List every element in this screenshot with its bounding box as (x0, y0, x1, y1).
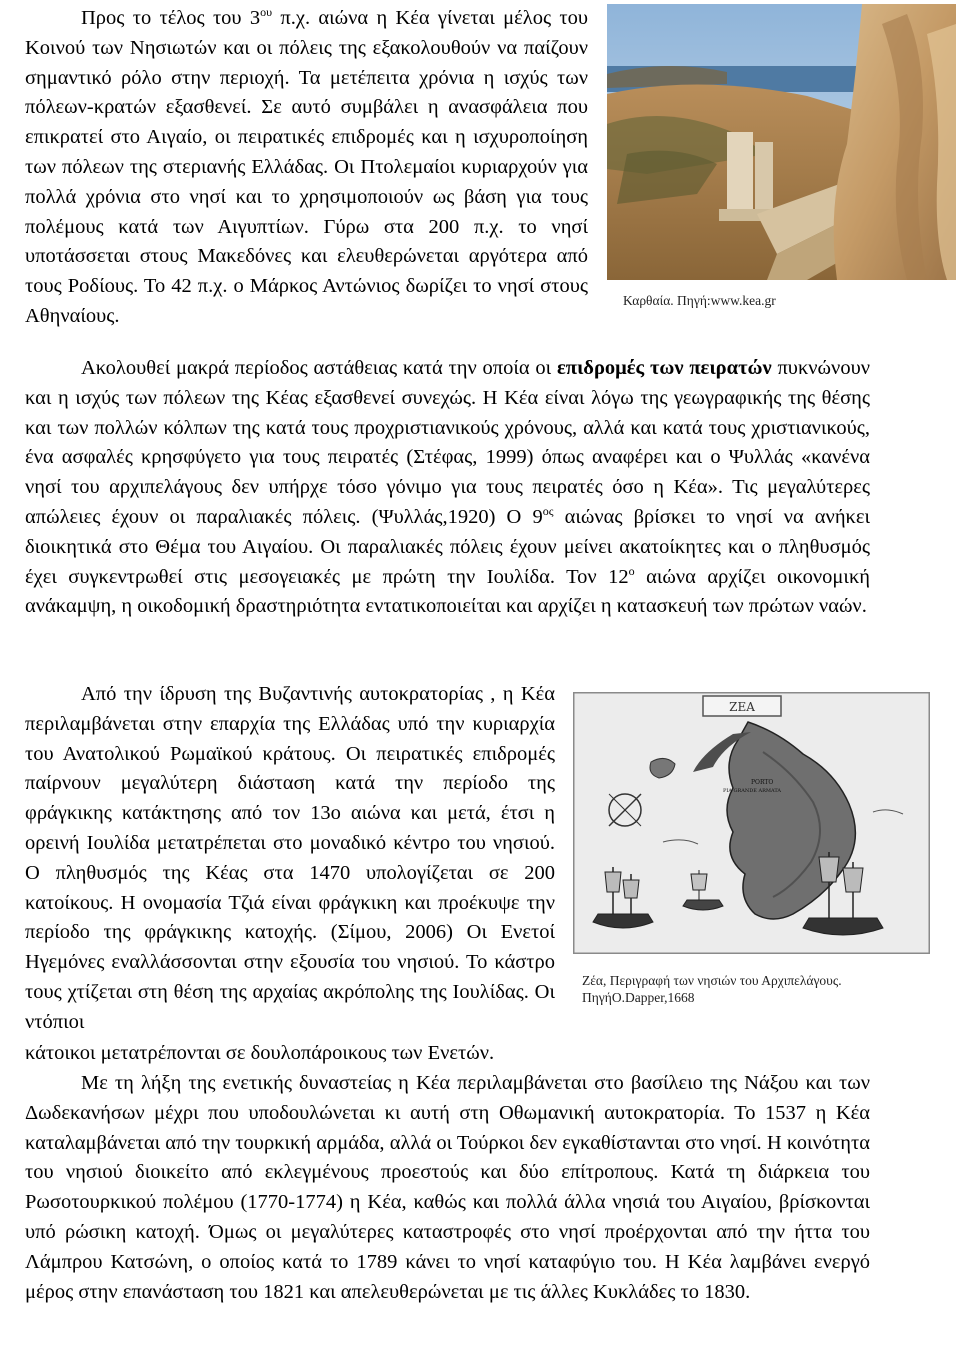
karthaia-photo (607, 4, 956, 280)
paragraph-ancient-period: Προς το τέλος του $3^{o\upsilon}$ π.χ. αιώνα η Κέα γίνεται μέλος του Κοινού των Νησιωτών και οι πόλεις της εξακολουθούν να παίζουν σημαντικό ρόλο στην περιοχή. Τα μετέπειτα χρόνια η ισχύς των πόλεων-κρατών εξασθενεί. Σε αυτό συμβάλει η ανασφάλεια που επικρατεί στο Αιγαίο, οι πειρατικές επιδρομές και η ισχυροποίηση των πόλεων της στεριανής Ελλάδας. Οι Πτολεμαίοι κυριαρχούν για πολλά χρόνια στο νησί και το χρησιμοποιούν ως βάση για τους πολέμους κατά των Αιγυπτίων. Γύρω στα 200 π.χ. το νησί υποτάσσεται στους Μακεδόνες και ελευθερώνεται αργότερα από τους Ροδίους. Το 42 π.χ. ο Μάρκος Αντώνιος δωρίζει το νησί στους Αθηναίους. (25, 5, 589, 327)
map-caption-line1: Ζέα, Περιγραφή των νησιών του Αρχιπελάγους. (582, 973, 842, 988)
paragraph-pirates: Ακολουθεί μακρά περίοδος αστάθειας κατά την οποία οι επιδρομές των πειρατών πυκνώνουν και η ισχύς των πόλεων της Κέας εξασθενεί συνεχώς. Η Κέα είναι λόγω της γεωγραφικής της θέσης και των πολλών κόλπων της κατά τους προχριστιανικούς χρόνους, αλλά και κατά τους χριστιανικούς, ένα ασφαλές κρησφύγετο για τους πειρατές (Στέφας, 1999) όπως αναφέρει και ο Ψυλλάς «κανένα νησί του αρχιπελάγους δεν υπήρχε τόσο γόνιμο για τους πειρατές όσο η Κέα». Τις μεγαλύτερες απώλειες έχουν οι παραλιακές πόλεις. (Ψυλλάς,1920) Ο $9^{o\varsigma}$ αιώνας βρίσκει το νησί να ανήκει διοικητικά στο Θέμα του Αιγαίου. Οι παραλιακές πόλεις έχουν μείνει ακατοίκητες και ο πληθυσμός έχει συγκεντρωθεί στις μεσογειακές με πρώτη την Ιουλίδα. Τον $12^o$ αιώνα αρχίζει οικονομική ανάκαμψη, η οικοδομική δραστηριότητα εντατικοποιείται και αρχίζει η κατασκευή των πρώτων ναών. (25, 357, 870, 618)
paragraph-ottoman: Με τη λήξη της ενετικής δυναστείας η Κέα περιλαμβάνεται στο βασίλειο της Νάξου και των Δωδεκανήσων μέχρι που υποδουλώνεται κι αυτή στη Οθωμανική αυτοκρατορία. Το 1537 η Κέα καταλαμβάνεται από την τουρκική αρμάδα, αλλά οι Τούρκοι δεν εγκαθίστανται στο νησί. Η κοινότητα του νησιού διοικείτο από εκλεγμένους προεστούς και δύο επίτροπους. Κατά τη διάρκεια του Ρωσοτουρκικού πολέμου (1770-1774) η Κέα, καθώς και πολλά άλλα νησιά του Αιγαίου, βρίσκονται υπό ρώσικη κατοχή. Όμως οι μεγαλύτερες καταστροφές στο νησί προέρχονται από την ήττα του Λάμπρου Κατσώνη, ο οποίος κατά το 1789 κάνει το νησί καταφύγιο του. Η Κέα λαμβάνει ενεργό μέρος στην επανάσταση του 1821 και απελευθερώνεται με τις άλλες Κυκλάδες το 1830. (25, 1072, 870, 1303)
map-label-armata: PIA GRANDE ARMATA (723, 788, 782, 794)
map-caption (582, 972, 942, 1006)
paragraph-byzantine-end: κάτοικοι μετατρέπονται σε δουλοπάροικους των Ενετών. (25, 1042, 495, 1064)
map-caption-line2: ΠηγήO.Dapper,1668 (582, 990, 695, 1005)
photo-caption: Καρθαία. Πηγή:www.kea.gr (623, 293, 776, 308)
paragraph-byzantine: Από την ίδρυση της Βυζαντινής αυτοκρατορίας , η Κέα περιλαμβάνεται στην επαρχία της Ελλάδας υπό την κυριαρχία του Ανατολικού Ρωμαϊκού κράτους. Οι πειρατικές επιδρομές παίρνουν μεγαλύτερη διάσταση κατά την περίοδο της φράγκικης κατάκτησης από τον 13ο αιώνα και μετά, έτσι η ορεινή Ιουλίδα μετατρέπεται στο μοναδικό κέντρο του νησιού. Ο πληθυσμός της Κέας στα 1470 υπολογίζεται σε 200 κατοίκους. Η ονομασία Τζιά είναι φράγκικη και προέκυψε την περίοδο της φράγκικης κατοχής. (Σίμου, 2006) Οι Ενετοί Ηγεμόνες εναλλάσσονται στην εξουσία του νησιού. Το κάστρο τους χτίζεται στη θέση της αρχαίας ακρόπολης της Ιουλίδας. Οι ντόπιοι (25, 683, 555, 1033)
dapper-map-image (573, 692, 930, 954)
map-label-port: PORTO (751, 779, 774, 786)
karthaia-ruins-image (607, 4, 956, 280)
map-title: ΖΕΑ (729, 700, 755, 714)
